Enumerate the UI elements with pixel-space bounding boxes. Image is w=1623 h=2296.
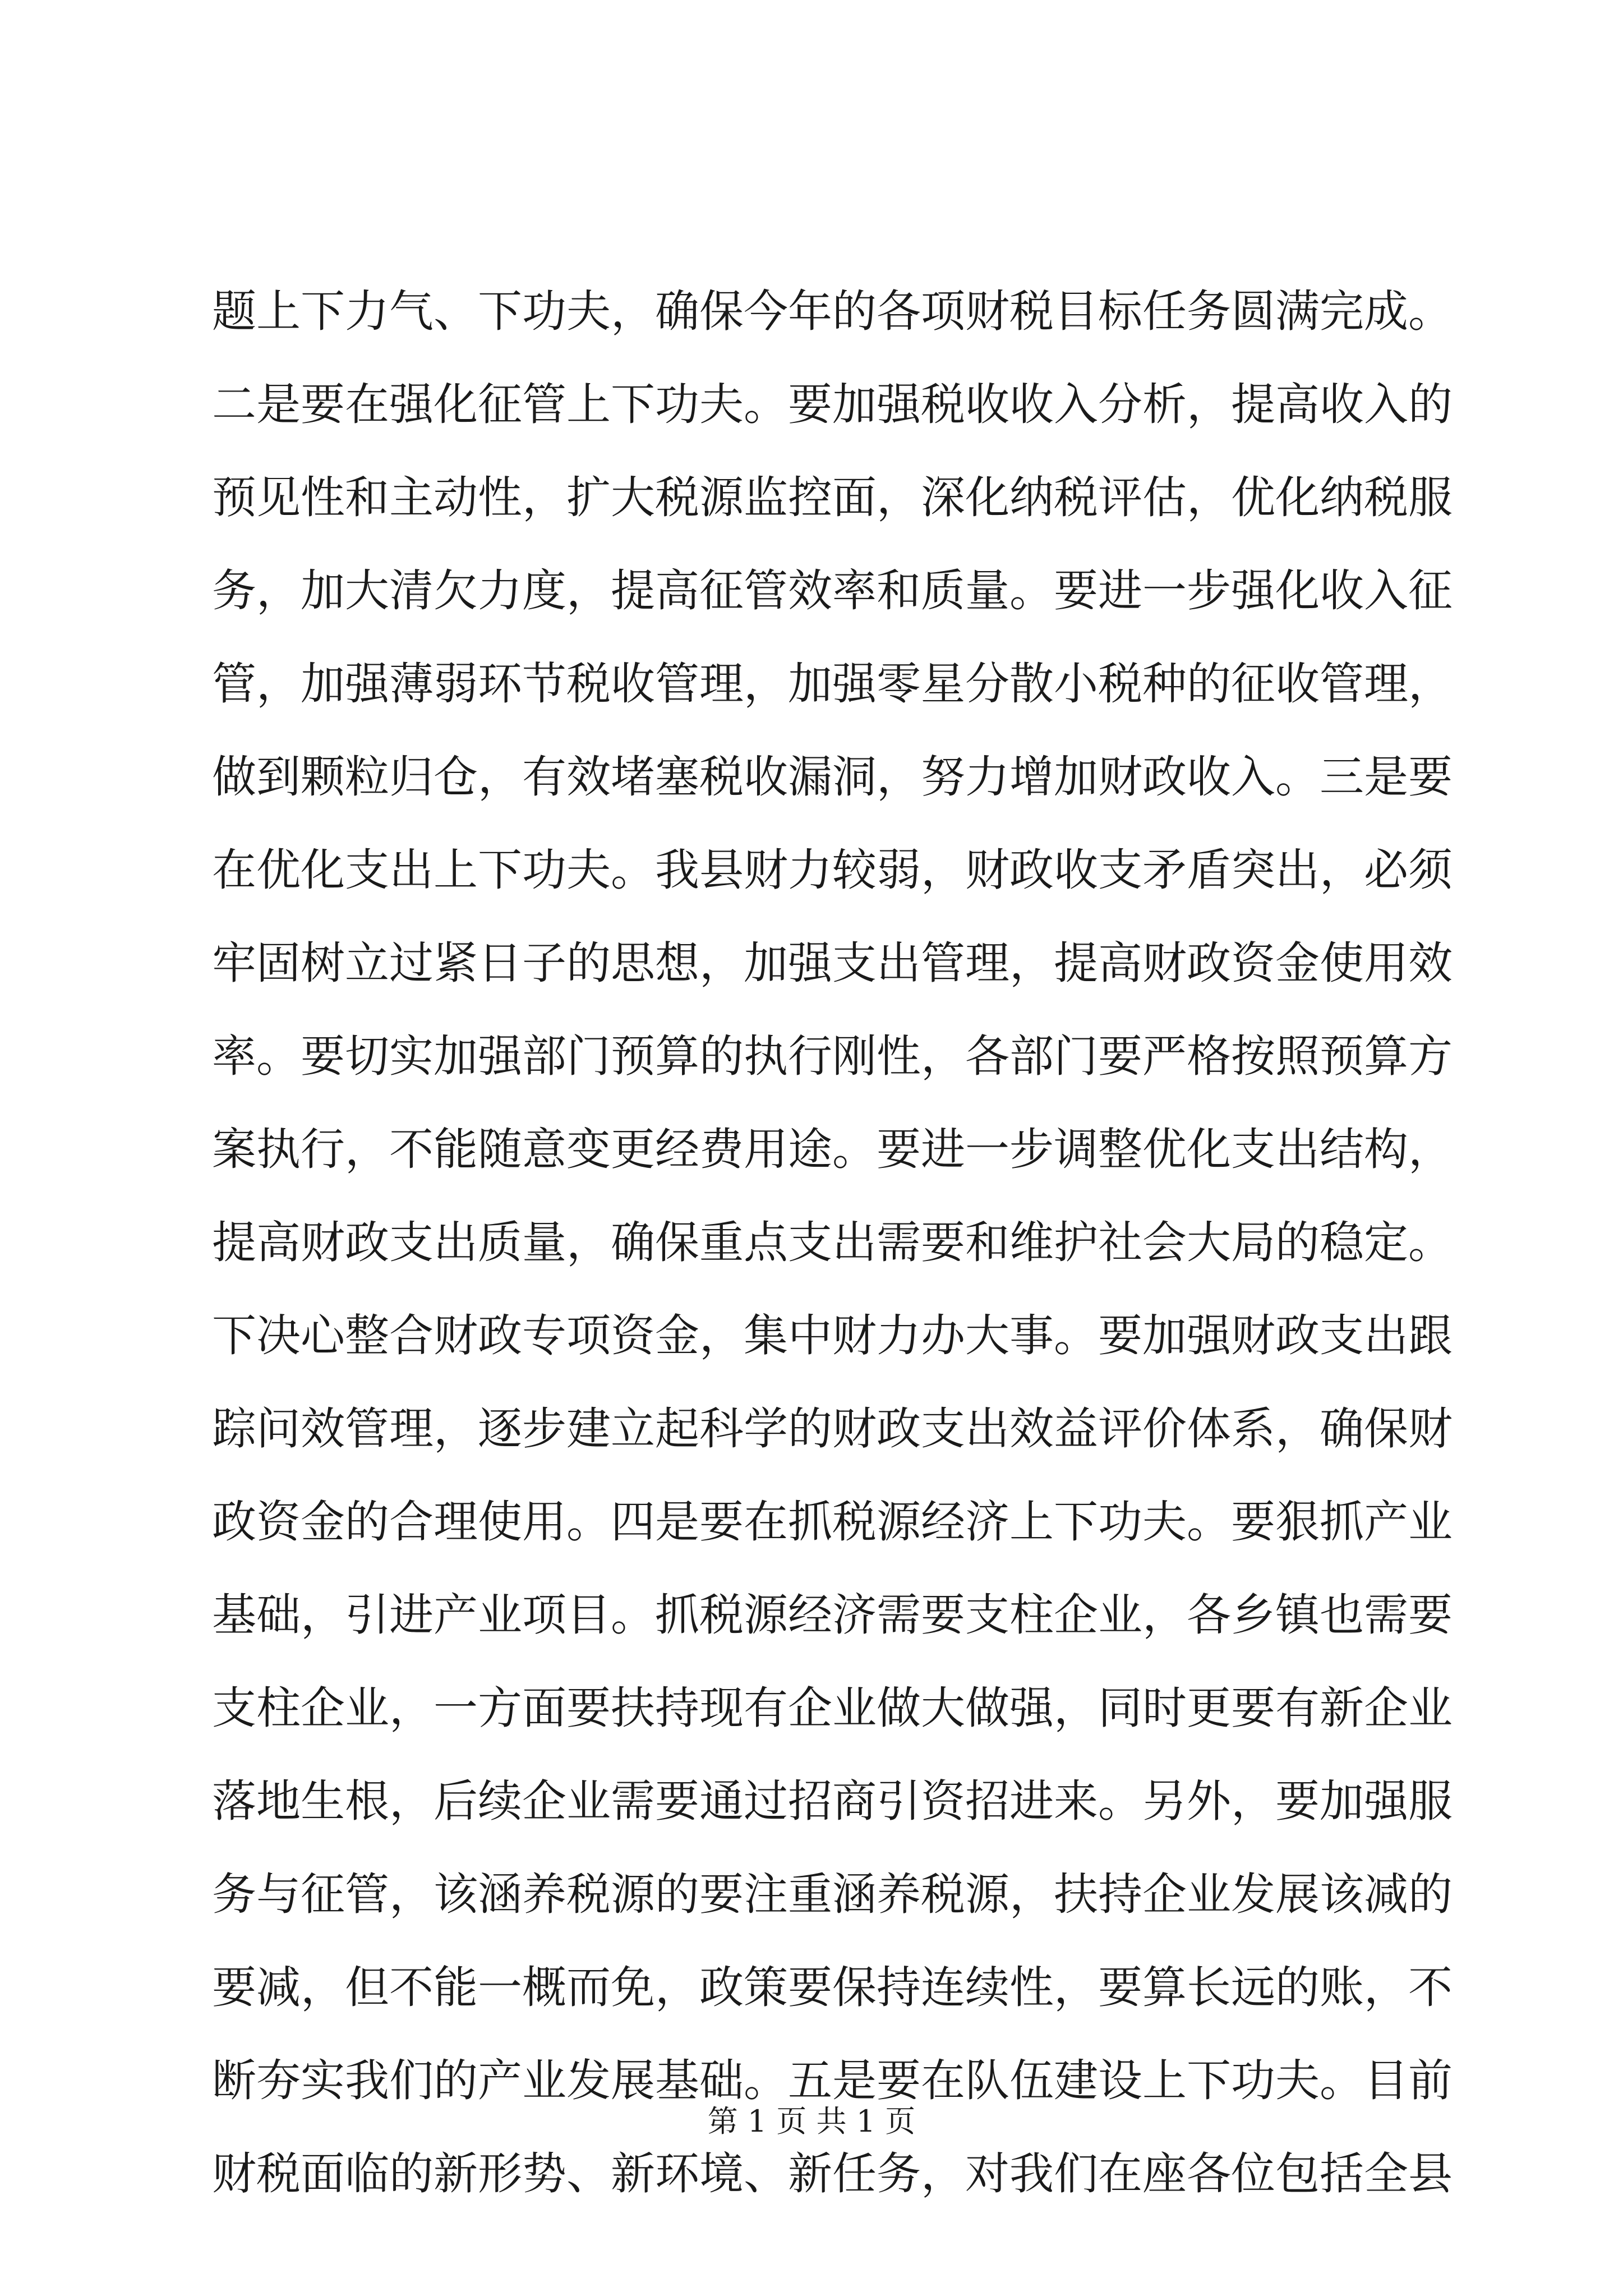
text-line: 题上下力气、下功夫，确保今年的各项财税目标任务圆满完成。 [212, 286, 1453, 337]
text-line: 在优化支出上下功夫。我县财力较弱，财政收支矛盾突出，必须 [212, 844, 1453, 896]
text-line: 二是要在强化征管上下功夫。要加强税收收入分析，提高收入的 [212, 379, 1453, 430]
text-line: 支柱企业，一方面要扶持现有企业做大做强，同时更要有新企业 [212, 1682, 1453, 1734]
text-line: 案执行，不能随意变更经费用途。要进一步调整优化支出结构， [212, 1124, 1453, 1175]
body-text [212, 265, 1453, 2220]
text-line: 牢固树立过紧日子的思想，加强支出管理，提高财政资金使用效 [212, 937, 1453, 989]
text-line: 下决心整合财政专项资金，集中财力办大事。要加强财政支出跟 [212, 1310, 1453, 1361]
text-line: 断夯实我们的产业发展基础。五是要在队伍建设上下功夫。目前 [212, 2055, 1453, 2106]
text-line: 落地生根，后续企业需要通过招商引资招进来。另外，要加强服 [212, 1775, 1453, 1827]
text-line: 踪问效管理，逐步建立起科学的财政支出效益评价体系，确保财 [212, 1403, 1453, 1455]
page-footer: 第 1 页 共 1 页 [707, 2104, 916, 2139]
text-line: 政资金的合理使用。四是要在抓税源经济上下功夫。要狠抓产业 [212, 1496, 1453, 1548]
text-line: 管，加强薄弱环节税收管理，加强零星分散小税种的征收管理， [212, 658, 1453, 710]
text-line: 提高财政支出质量，确保重点支出需要和维护社会大局的稳定。 [212, 1217, 1453, 1268]
text-line: 预见性和主动性，扩大税源监控面，深化纳税评估，优化纳税服 [212, 472, 1453, 523]
text-line: 基础，引进产业项目。抓税源经济需要支柱企业，各乡镇也需要 [212, 1589, 1453, 1641]
text-line: 务，加大清欠力度，提高征管效率和质量。要进一步强化收入征 [212, 565, 1453, 616]
text-line: 财税面临的新形势、新环境、新任务，对我们在座各位包括全县 [212, 2148, 1453, 2200]
text-line: 务与征管，该涵养税源的要注重涵养税源，扶持企业发展该减的 [212, 1869, 1453, 1920]
text-line: 要减，但不能一概而免，政策要保持连续性，要算长远的账，不 [212, 1962, 1453, 2013]
text-line: 率。要切实加强部门预算的执行刚性，各部门要严格按照预算方 [212, 1030, 1453, 1082]
text-line: 做到颗粒归仓，有效堵塞税收漏洞，努力增加财政收入。三是要 [212, 751, 1453, 803]
